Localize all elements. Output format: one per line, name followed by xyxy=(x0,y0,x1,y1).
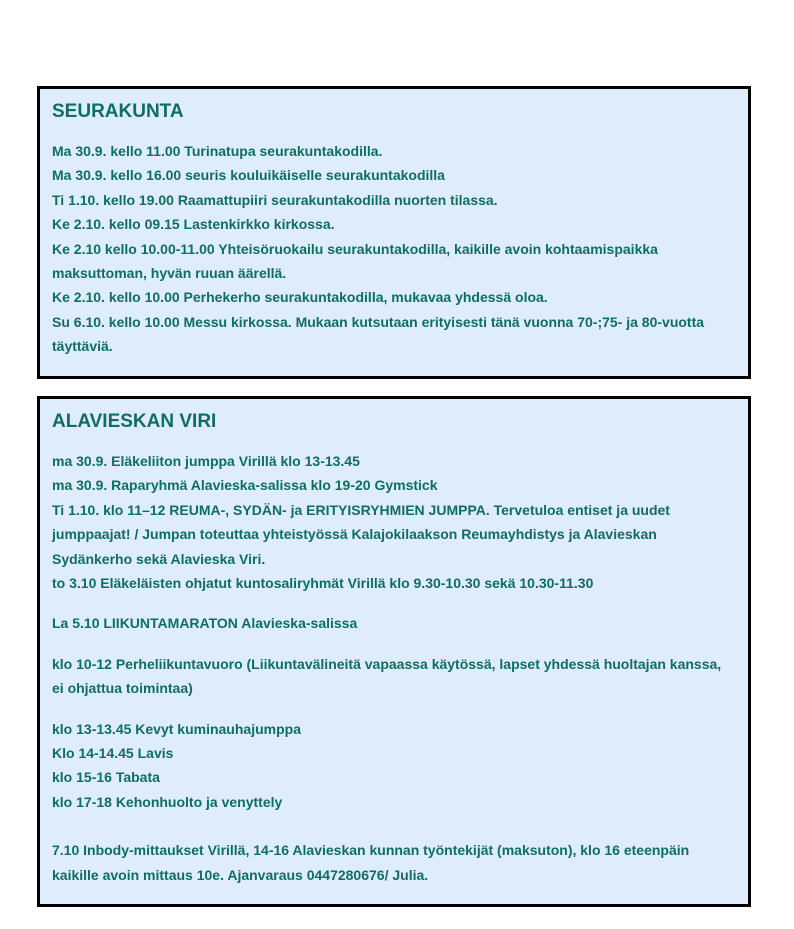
spacer xyxy=(52,701,736,717)
viri-item: to 3.10 Eläkeläisten ohjatut kuntosaliryhmät Virillä klo 9.30-10.30 sekä 10.30-11.30 xyxy=(52,575,594,592)
viri-title: ALAVIESKAN VIRI xyxy=(52,411,217,432)
viri-item: klo 10-12 Perheliikuntavuoro (Liikuntavälineitä vapaassa käytössä, lapset yhdessä huoltajan kanssa, ei ohjattua toimintaa) xyxy=(52,655,722,697)
viri-item: ma 30.9. Eläkeliiton jumppa Virillä klo 13-13.45 xyxy=(52,453,360,469)
viri-item: ma 30.9. Raparyhmä Alavieska-salissa klo 19-20 Gymstick xyxy=(52,477,438,494)
viri-item: Klo 14-14.45 Lavis xyxy=(52,745,174,762)
seurakunta-item: Ke 2.10. kello 10.00 Perhekerho seurakuntakodilla, mukavaa yhdessä oloa. xyxy=(52,289,548,306)
seurakunta-item: Ma 30.9. kello 16.00 seuris kouluikäiselle seurakuntakodilla xyxy=(52,167,445,184)
viri-item: klo 15-16 Tabata xyxy=(52,769,160,786)
viri-item: klo 17-18 Kehonhuolto ja venyttely xyxy=(52,793,283,810)
seurakunta-item: Ke 2.10. kello 09.15 Lastenkirkko kirkossa. xyxy=(52,216,335,233)
seurakunta-item: Ke 2.10 kello 10.00-11.00 Yhteisöruokailu seurakuntakodilla, kaikille avoin kohtaamispaikka maksuttoman, hyvän ruuan äärellä. xyxy=(52,240,658,282)
spacer xyxy=(52,595,736,611)
seurakunta-box xyxy=(37,86,751,379)
spacer xyxy=(52,814,736,838)
seurakunta-item: Su 6.10. kello 10.00 Messu kirkossa. Mukaan kutsutaan erityisesti tänä vuonna 70-;75- ja 80-vuotta täyttäviä. xyxy=(52,313,705,355)
seurakunta-item: Ma 30.9. kello 11.00 Turinatupa seurakuntakodilla. xyxy=(52,143,383,159)
viri-item: klo 13-13.45 Kevyt kuminauhajumppa xyxy=(52,720,301,737)
alavieskan-viri-box xyxy=(37,396,751,907)
seurakunta-title: SEURAKUNTA xyxy=(52,101,184,122)
spacer xyxy=(52,636,736,652)
viri-item: La 5.10 LIIKUNTAMARATON Alavieska-salissa xyxy=(52,615,358,632)
viri-item: 7.10 Inbody-mittaukset Virillä, 14-16 Alavieskan kunnan työntekijät (maksuton), klo 16 eteenpäin kaikille avoin mittaus 10e. Ajanvaraus 0447280676/ Julia. xyxy=(52,842,690,883)
seurakunta-item: Ti 1.10. kello 19.00 Raamattupiiri seurakuntakodilla nuorten tilassa. xyxy=(52,191,498,208)
viri-item: Ti 1.10. klo 11–12 REUMA-, SYDÄN- ja ERITYISRYHMIEN JUMPPA. Tervetuloa entiset ja uudet jumppaajat! / Jumpan toteuttaa yhteistyössä Kalajokilaakson Reumayhdistys ja Alavieskan Sydänkerho sekä Alavieska Viri. xyxy=(52,501,670,567)
